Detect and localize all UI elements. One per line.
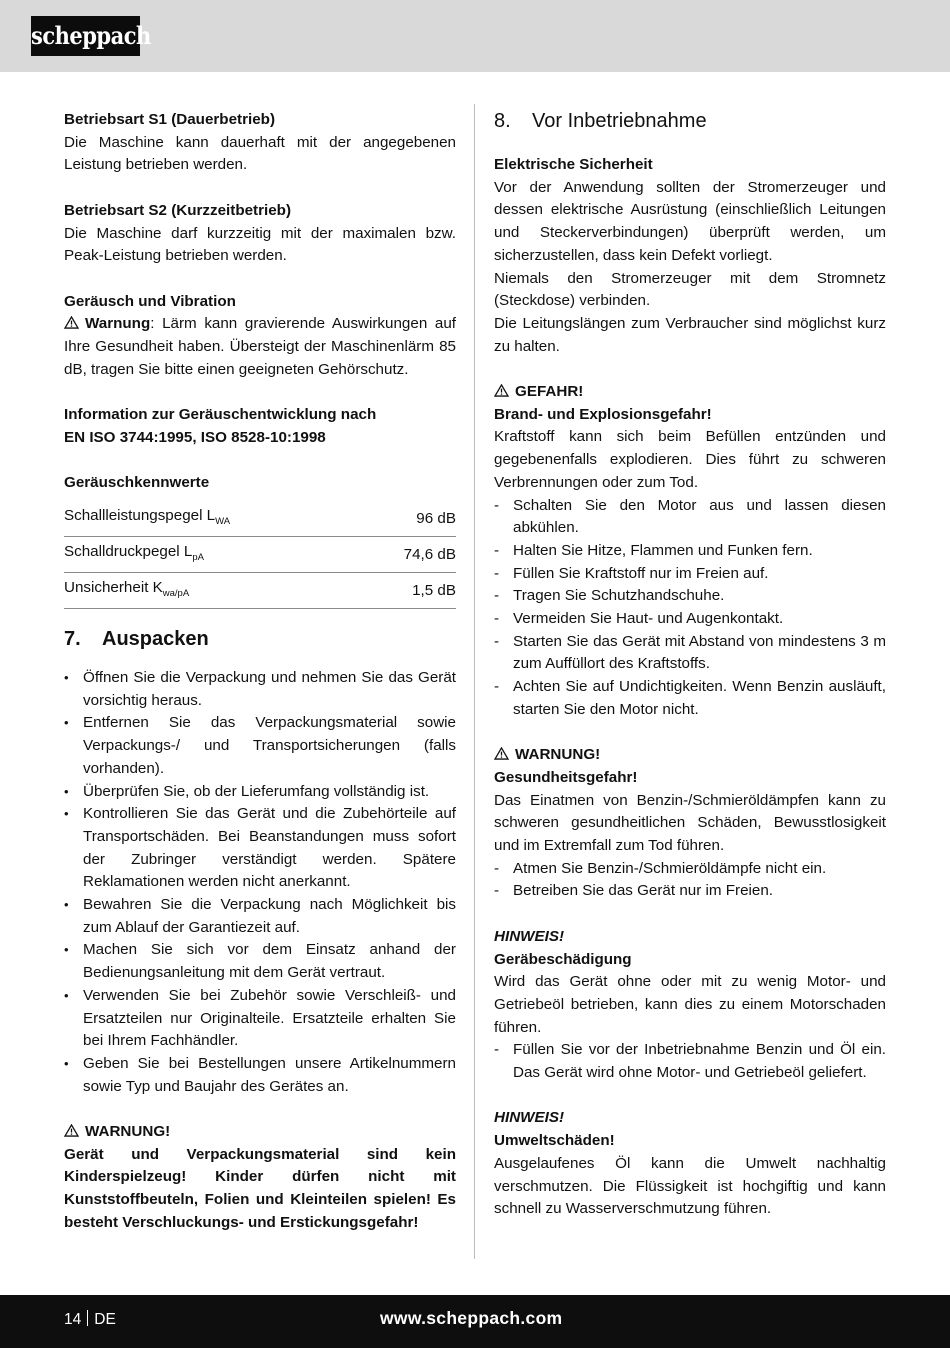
column-divider: [474, 104, 475, 1259]
list-item: - Tragen Sie Schutzhandschuhe.: [494, 585, 886, 608]
hint-label: HINWEIS!: [494, 1109, 565, 1127]
warning-triangle-icon: [494, 747, 509, 760]
right-column: [494, 109, 886, 1221]
health-warning-list: [494, 858, 886, 903]
list-item: - Füllen Sie Kraftstoff nur im Freien auf.: [494, 563, 886, 586]
packaging-warning-label: [64, 1121, 456, 1144]
danger-label-text: GEFAHR!: [515, 383, 584, 401]
page-footer: [0, 1295, 950, 1348]
noise-values-title: Geräuschkennwerte: [64, 474, 210, 492]
health-warning-title: Gesundheitsgefahr!: [494, 768, 638, 786]
section-title: Vor Inbetriebnahme: [532, 110, 707, 132]
danger-title: Brand- und Explosionsgefahr!: [494, 405, 712, 423]
table-row: [64, 572, 456, 608]
section-number: 8.: [494, 110, 511, 132]
list-item: • Kontrollieren Sie das Gerät und die Zubehörteile auf Transportschäden. Bei Beanstandungen muss sofort der Zubringer verständigt werden. Spätere Reklamationen werden nicht anerkannt.: [64, 803, 456, 894]
language-code: DE: [94, 1311, 116, 1328]
warning-label-text: WARNUNG!: [85, 1123, 171, 1141]
list-item: - Starten Sie das Gerät mit Abstand von mindestens 3 m zum Auffüllort des Kraftstoffs.: [494, 631, 886, 676]
noise-warning-text: : Lärm kann gravierende Auswirkungen auf Ihre Gesundheit haben. Übersteigt der Maschinenlärm 85 dB, tragen Sie bitte einen geeigneten Gehörschutz.: [64, 315, 456, 378]
s2-title: Betriebsart S2 (Kurzzeitbetrieb): [64, 201, 292, 219]
hint-text: Wird das Gerät ohne oder mit zu wenig Motor- und Getriebeöl betrieben, kann dies zu einem Motorschaden führen.: [494, 973, 886, 1036]
packaging-warning-text: Gerät und Verpackungsmaterial sind kein Kinderspielzeug! Kinder dürfen nicht mit Kunststoffbeuteln, Folien und Kleinteilen spielen! Es besteht Verschluckungs- und Erstickungsgefahr!: [64, 1145, 456, 1231]
table-label-sub: wa/pA: [162, 587, 190, 599]
table-label-sub: pA: [192, 551, 204, 563]
page-number: [64, 1310, 116, 1329]
list-item: • Bewahren Sie die Verpackung nach Möglichkeit bis zum Ablauf der Garantiezeit auf.: [64, 894, 456, 939]
warning-label-text: WARNUNG!: [515, 746, 601, 764]
health-warning-text: Das Einatmen von Benzin-/Schmieröldämpfen kann zu schweren gesundheitlichen Schäden, Bewusstlosigkeit und im Extremfall zum Tod führen.: [494, 791, 886, 855]
hint-title: Geräbeschädigung: [494, 950, 632, 968]
section-title: Auspacken: [102, 627, 209, 650]
list-item: - Achten Sie auf Undichtigkeiten. Wenn Benzin ausläuft, starten Sie den Motor nicht.: [494, 676, 886, 721]
left-column: [64, 109, 456, 1235]
info-title-line1: Information zur Geräuschentwicklung nach: [64, 406, 377, 424]
table-row: [64, 536, 456, 572]
table-value: 74,6 dB: [362, 536, 456, 572]
table-label: Schalldruckpegel L: [64, 542, 193, 560]
health-warning-label: [494, 744, 886, 767]
list-item: - Vermeiden Sie Haut- und Augenkontakt.: [494, 608, 886, 631]
info-title-line2: EN ISO 3744:1995, ISO 8528-10:1998: [64, 428, 326, 446]
danger-list: [494, 495, 886, 722]
list-item: - Betreiben Sie das Gerät nur im Freien.: [494, 880, 886, 903]
electrical-safety-p2: Niemals den Stromerzeuger mit dem Stromnetz (Steckdose) verbinden.: [494, 269, 886, 310]
noise-warning-label: Warnung: [85, 315, 151, 333]
list-item: • Geben Sie bei Bestellungen unsere Artikelnummern sowie Typ und Baujahr des Gerätes an.: [64, 1053, 456, 1098]
list-item: - Atmen Sie Benzin-/Schmieröldämpfe nicht ein.: [494, 858, 886, 881]
list-item: • Machen Sie sich vor dem Einsatz anhand der Bedienungsanleitung mit dem Gerät vertraut.: [64, 939, 456, 984]
warning-triangle-icon: [494, 384, 509, 397]
electrical-safety-p1: Vor der Anwendung sollten der Stromerzeuger und dessen elektrische Ausrüstung (einschließlich Leitungen und Steckerverbindungen) überprüft werden, um sicherzustellen, dass kein Defekt vorliegt.: [494, 178, 886, 264]
hint-label: HINWEIS!: [494, 927, 565, 945]
electrical-safety-p3: Die Leitungslängen zum Verbraucher sind möglichst kurz zu halten.: [494, 314, 886, 355]
warning-triangle-icon: [64, 1124, 79, 1137]
hint-title: Umweltschäden!: [494, 1132, 615, 1150]
s2-text: Die Maschine darf kurzzeitig mit der maximalen bzw. Peak-Leistung betrieben werden.: [64, 224, 456, 265]
hint-list: [494, 1039, 886, 1084]
list-item: • Entfernen Sie das Verpackungsmaterial sowie Verpackungs-/ und Transportsicherungen (falls vorhanden).: [64, 712, 456, 780]
page-number-value: 14: [64, 1311, 82, 1328]
list-item: - Füllen Sie vor der Inbetriebnahme Benzin und Öl ein. Das Gerät wird ohne Motor- und Getriebeöl geliefert.: [494, 1039, 886, 1084]
noise-title: Geräusch und Vibration: [64, 292, 236, 310]
website-link[interactable]: www.scheppach.com: [380, 1308, 563, 1328]
table-value: 96 dB: [362, 501, 456, 537]
list-item: - Halten Sie Hitze, Flammen und Funken fern.: [494, 540, 886, 563]
unpacking-list: [64, 667, 456, 1098]
danger-label: [494, 381, 886, 404]
section-number: 7.: [64, 627, 81, 650]
list-item: • Überprüfen Sie, ob der Lieferumfang vollständig ist.: [64, 781, 456, 804]
danger-text: Kraftstoff kann sich beim Befüllen entzünden und gegebenenfalls explodieren. Dies führt zu schweren Verbrennungen oder zum Tod.: [494, 428, 886, 491]
s1-text: Die Maschine kann dauerhaft mit der angegebenen Leistung betrieben werden.: [64, 133, 456, 174]
table-row: [64, 501, 456, 537]
noise-warning: [64, 313, 456, 381]
noise-values-table: [64, 501, 456, 609]
table-label-sub: WA: [215, 515, 231, 527]
warning-triangle-icon: [64, 316, 79, 329]
s1-title: Betriebsart S1 (Dauerbetrieb): [64, 111, 276, 128]
electrical-safety-title: Elektrische Sicherheit: [494, 156, 653, 173]
section-8-heading: [494, 109, 886, 133]
list-item: - Schalten Sie den Motor aus und lassen diesen abkühlen.: [494, 495, 886, 540]
page-header: [0, 0, 950, 72]
scheppach-logo: scheppach: [31, 16, 140, 56]
table-label: Schallleistungspegel L: [64, 506, 216, 524]
table-label: Unsicherheit K: [64, 578, 163, 596]
list-item: • Verwenden Sie bei Zubehör sowie Verschleiß- und Ersatzteilen nur Originalteile. Ersatzteile erhalten Sie bei Ihrem Fachhändler.: [64, 985, 456, 1053]
list-item: • Öffnen Sie die Verpackung und nehmen Sie das Gerät vorsichtig heraus.: [64, 667, 456, 712]
hint-text: Ausgelaufenes Öl kann die Umwelt nachhaltig verschmutzen. Die Flüssigkeit ist hochgiftig und kann schnell zu Wasserverschmutzung führen.: [494, 1154, 886, 1218]
section-7-heading: [64, 627, 456, 651]
table-value: 1,5 dB: [362, 572, 456, 608]
